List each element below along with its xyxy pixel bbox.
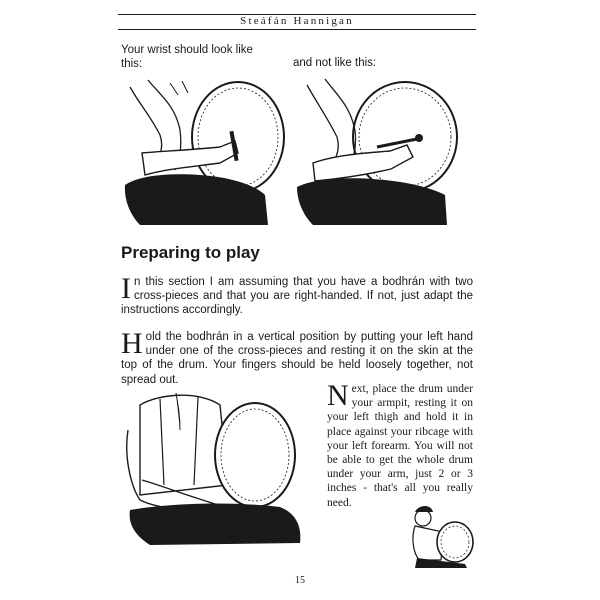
paragraph-intro-text: n this section I am assuming that you have a bodhrán with two cross-pieces and that you are right-handed. If not, just adapt the instructions accordingly. <box>121 276 473 317</box>
caption-correct: Your wrist should look like this: <box>121 44 253 70</box>
paragraph-hold-text: old the bodhrán in a vertical position by putting your left hand under one of the cross-pieces and resting it on the skin at the top of the drum. Your fingers should be held loosely together, not spread out. <box>121 331 473 386</box>
drum-position-illustration <box>120 385 310 560</box>
player-cartoon-illustration <box>405 502 477 570</box>
paragraph-place-drum-text: ext, place the drum under your armpit, resting it on your left thigh and hold it in place against your ribcage with your left forearm. You will not be able to get the whole drum under your arm, just 2 or 3 inches - that's all you really need. <box>327 383 473 509</box>
drop-cap: I <box>121 272 131 305</box>
page-number: 15 <box>295 575 305 586</box>
running-header: Steáfán Hannigan <box>240 15 354 27</box>
drop-cap: H <box>121 327 143 360</box>
wrist-incorrect-illustration <box>295 75 460 230</box>
paragraph-place-drum <box>327 379 473 510</box>
caption-incorrect: and not like this: <box>293 57 377 69</box>
wrist-correct-illustration <box>120 75 285 230</box>
header-rule-bottom <box>118 29 476 30</box>
paragraph-hold <box>121 327 473 387</box>
drop-cap: N <box>327 379 349 412</box>
paragraph-intro <box>121 272 473 318</box>
section-heading: Preparing to play <box>121 243 260 262</box>
